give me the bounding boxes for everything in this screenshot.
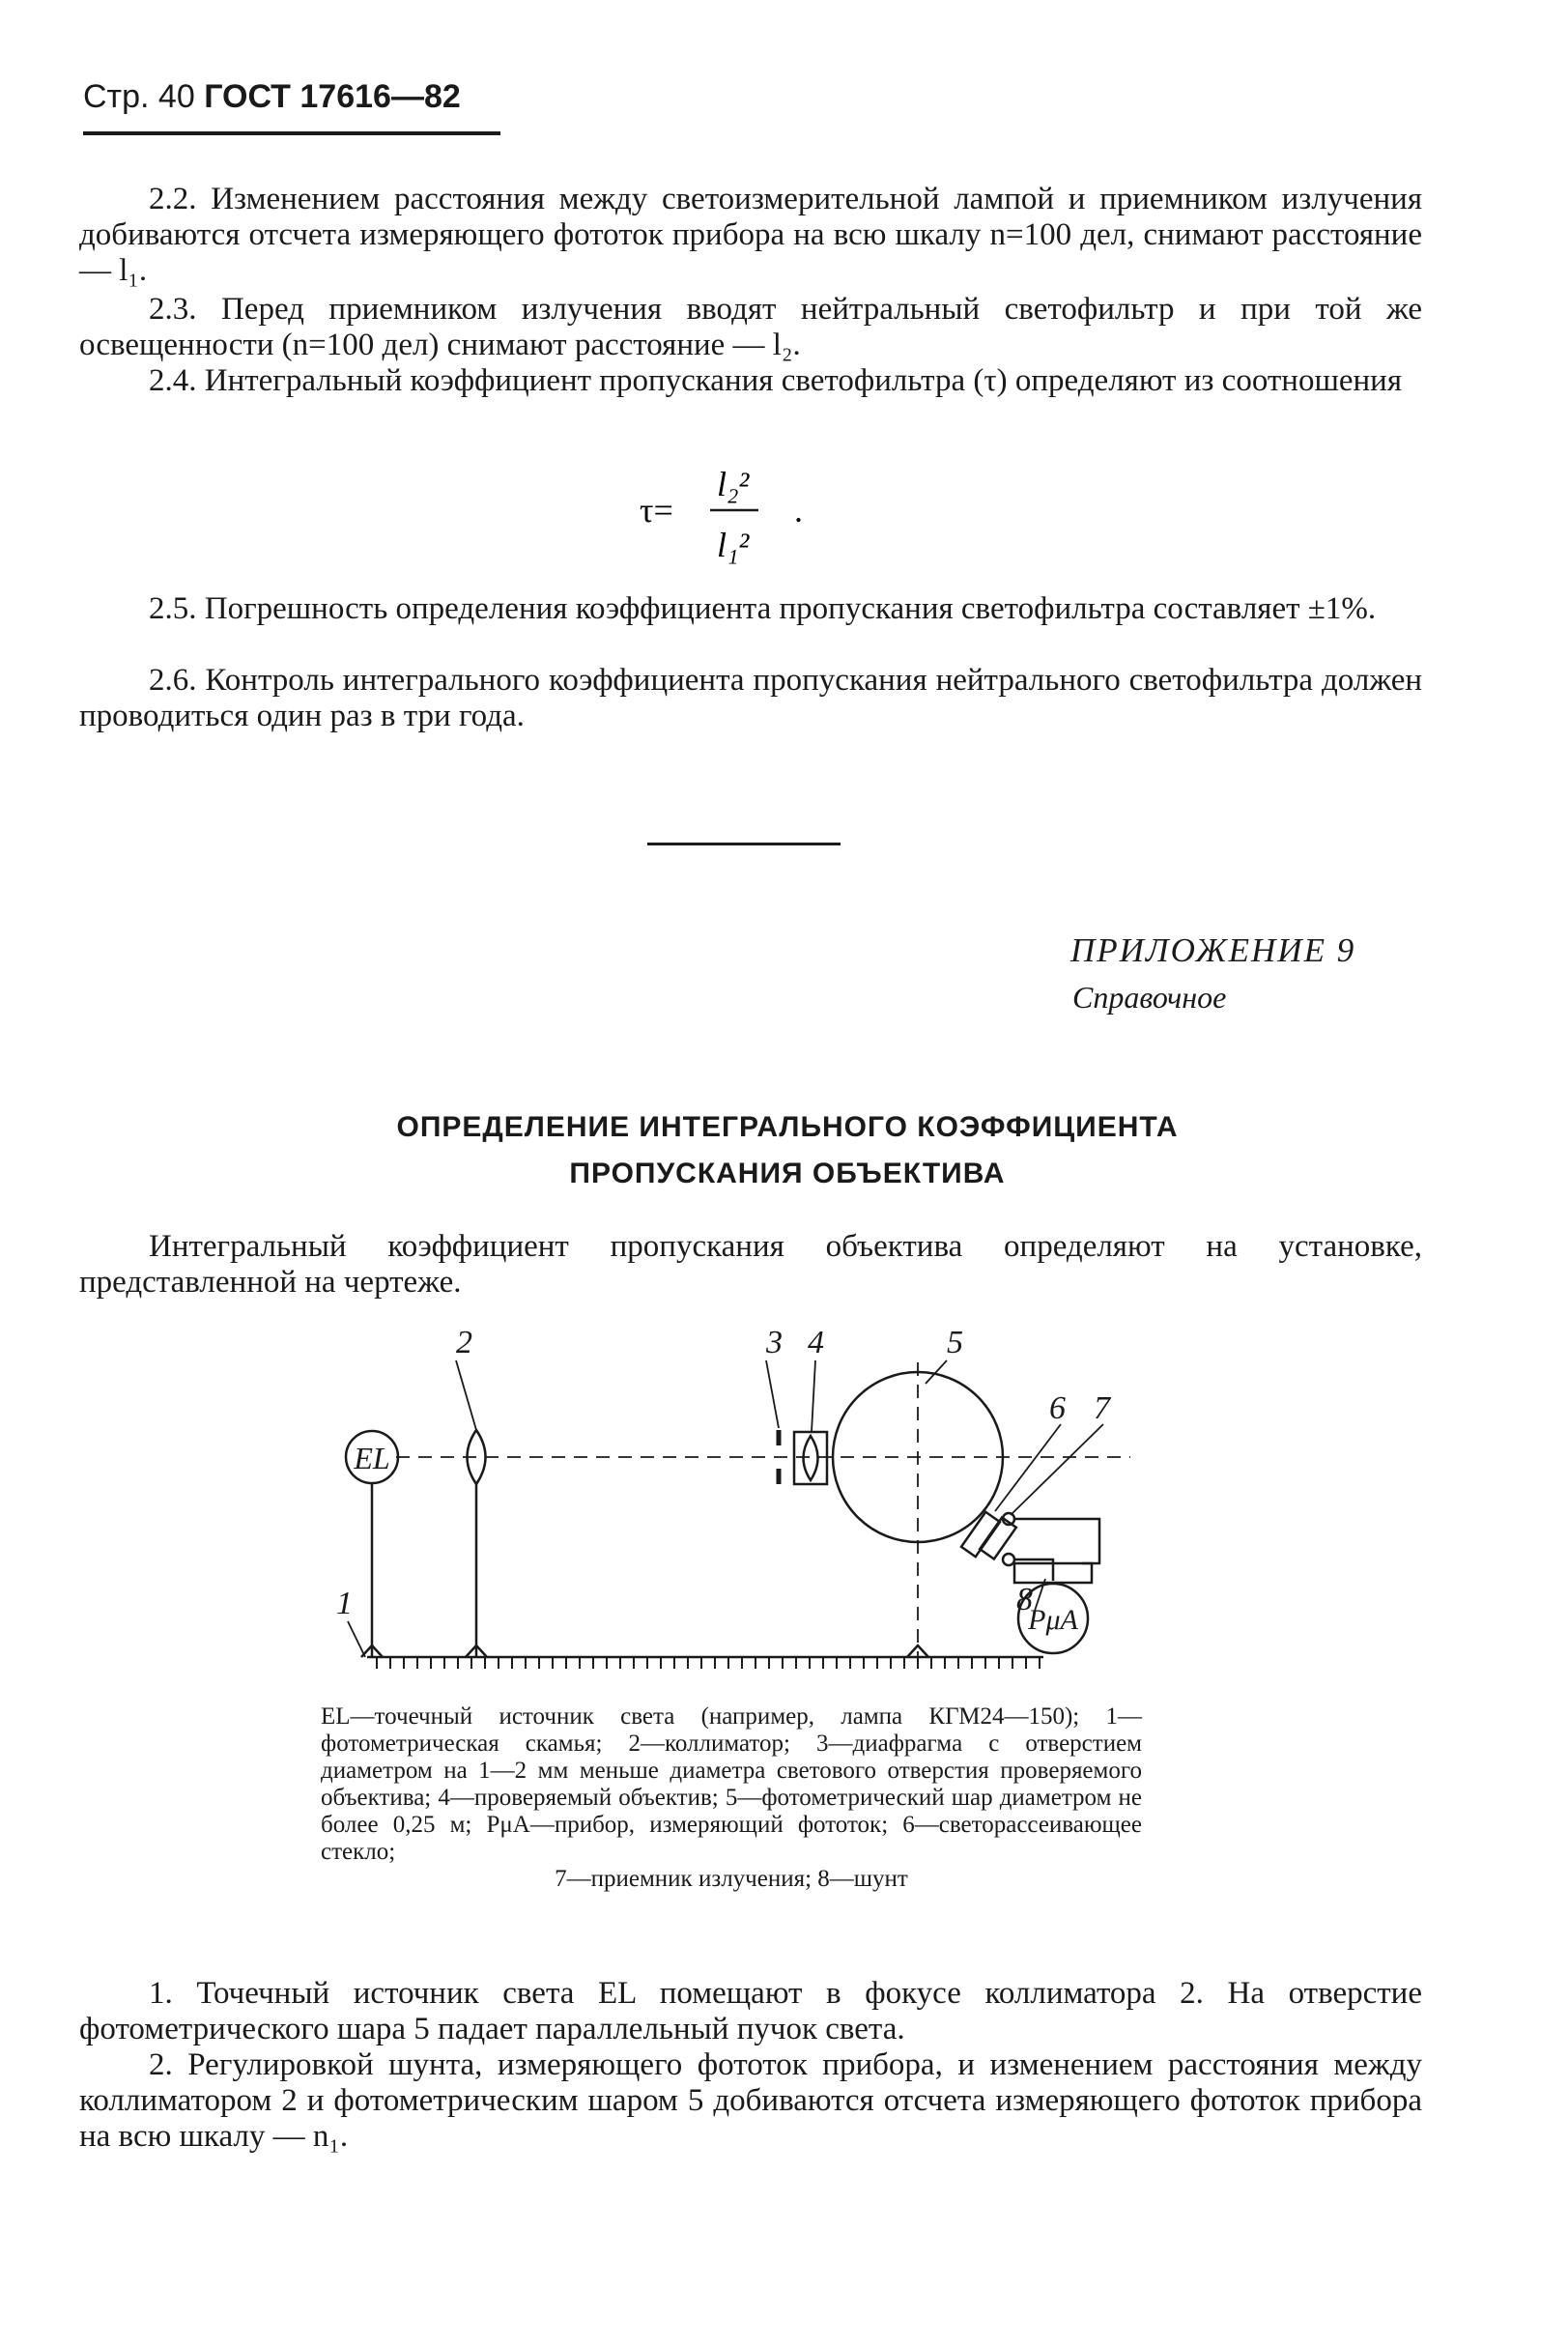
label-1: 1 xyxy=(336,1586,353,1621)
leader-2 xyxy=(456,1360,476,1430)
paragraph-2-3: 2.3. Перед приемником излучения вводят нейтральный светофильтр и при той же освещенности (n=100 дел) снимают расстояние — l₂. xyxy=(79,292,1422,362)
leader-3 xyxy=(766,1360,779,1428)
label-5: 5 xyxy=(947,1325,963,1360)
wire-top xyxy=(1014,1519,1099,1563)
intro-paragraph: Интегральный коэффициент пропускания объектива определяют на установке, представленной на чертеже. xyxy=(79,1229,1422,1300)
setup-drawing xyxy=(319,1324,1169,1681)
formula-numerator: l₂² xyxy=(717,465,750,503)
objective-lens xyxy=(804,1436,818,1480)
appendix-heading xyxy=(1070,928,1457,1020)
title-line-1: ОПРЕДЕЛЕНИЕ ИНТЕГРАЛЬНОГО КОЭФФИЦИЕНТА xyxy=(396,1111,1179,1143)
leader-1 xyxy=(348,1621,365,1657)
leader-7 xyxy=(1011,1424,1103,1515)
meter-label: PμA xyxy=(1028,1604,1078,1636)
label-4: 4 xyxy=(808,1325,824,1360)
receiver-contact-bottom xyxy=(1003,1554,1014,1565)
paragraph-2-5: 2.5. Погрешность определения коэффициента пропускания светофильтра составляет ±1%. xyxy=(149,591,1377,626)
objective-mount xyxy=(794,1432,827,1484)
setup-drawing-svg xyxy=(319,1324,1169,1681)
formula-denominator: l₁² xyxy=(717,526,750,564)
formula-graphic xyxy=(638,452,831,578)
caption-last-line: 7—приемник излучения; 8—шунт xyxy=(555,1866,908,1892)
source-label: EL xyxy=(354,1441,390,1475)
title-line-2: ПРОПУСКАНИЯ ОБЪЕКТИВА xyxy=(569,1158,1006,1189)
formula xyxy=(638,452,831,578)
label-3: 3 xyxy=(766,1325,783,1360)
bench-ticks xyxy=(377,1657,1040,1669)
section-title xyxy=(193,1104,1382,1197)
page-number: Стр. 40 xyxy=(83,78,195,115)
appendix-type: Справочное xyxy=(1072,980,1227,1015)
paragraph-2-6: 2.6. Контроль интегрального коэффициента пропускания нейтрального светофильтра должен проводиться один раз в три года. xyxy=(79,663,1422,733)
figure-caption xyxy=(321,1703,1142,1893)
label-7: 7 xyxy=(1094,1390,1110,1426)
caption-main: EL—точечный источник света (например, лампа КГМ24—150); 1—фотометрическая скамья; 2—коллиматор; 3—диафрагма с отверстием диаметром на 1—2 мм меньше диаметра светового отверстия проверяемого объектива; 4—проверяемый объектив; 5—фотометрический шар диаметром не более 0,25 м; PμA—прибор, измеряющий фототок; 6—светорассеивающее стекло; xyxy=(321,1703,1142,1865)
step-1: 1. Точечный источник света EL помещают в фокусе коллиматора 2. На отверстие фотометрического шара 5 падает параллельный пучок света. xyxy=(79,1976,1422,2046)
label-6: 6 xyxy=(1049,1390,1066,1426)
header-rule xyxy=(83,131,500,135)
appendix-label: ПРИЛОЖЕНИЕ 9 xyxy=(1070,931,1356,969)
formula-tail: . xyxy=(794,491,803,529)
page-header xyxy=(83,75,500,118)
standard-code: ГОСТ 17616—82 xyxy=(204,78,461,115)
paragraph-2-4: 2.4. Интегральный коэффициент пропускания светофильтра (τ) определяют из соотношения xyxy=(149,363,1403,398)
leader-4 xyxy=(812,1360,815,1432)
formula-lhs: τ= xyxy=(640,491,673,529)
paragraph-2-2: 2.2. Изменением расстояния между светоизмерительной лампой и приемником излучения добиваются отсчета измеряющего фототок прибора на всю шкалу n=100 дел, снимают расстояние — l₁. xyxy=(79,182,1422,288)
step-2: 2. Регулировкой шунта, измеряющего фототок прибора, и изменением расстояния между коллиматором 2 и фотометрическим шаром 5 добиваются отсчета измеряющего фототок прибора на всю шкалу — n₁. xyxy=(79,2047,1422,2154)
section-separator xyxy=(647,843,841,845)
label-2: 2 xyxy=(456,1325,472,1360)
leader-lines xyxy=(348,1360,1103,1657)
label-8: 8 xyxy=(1016,1582,1033,1617)
